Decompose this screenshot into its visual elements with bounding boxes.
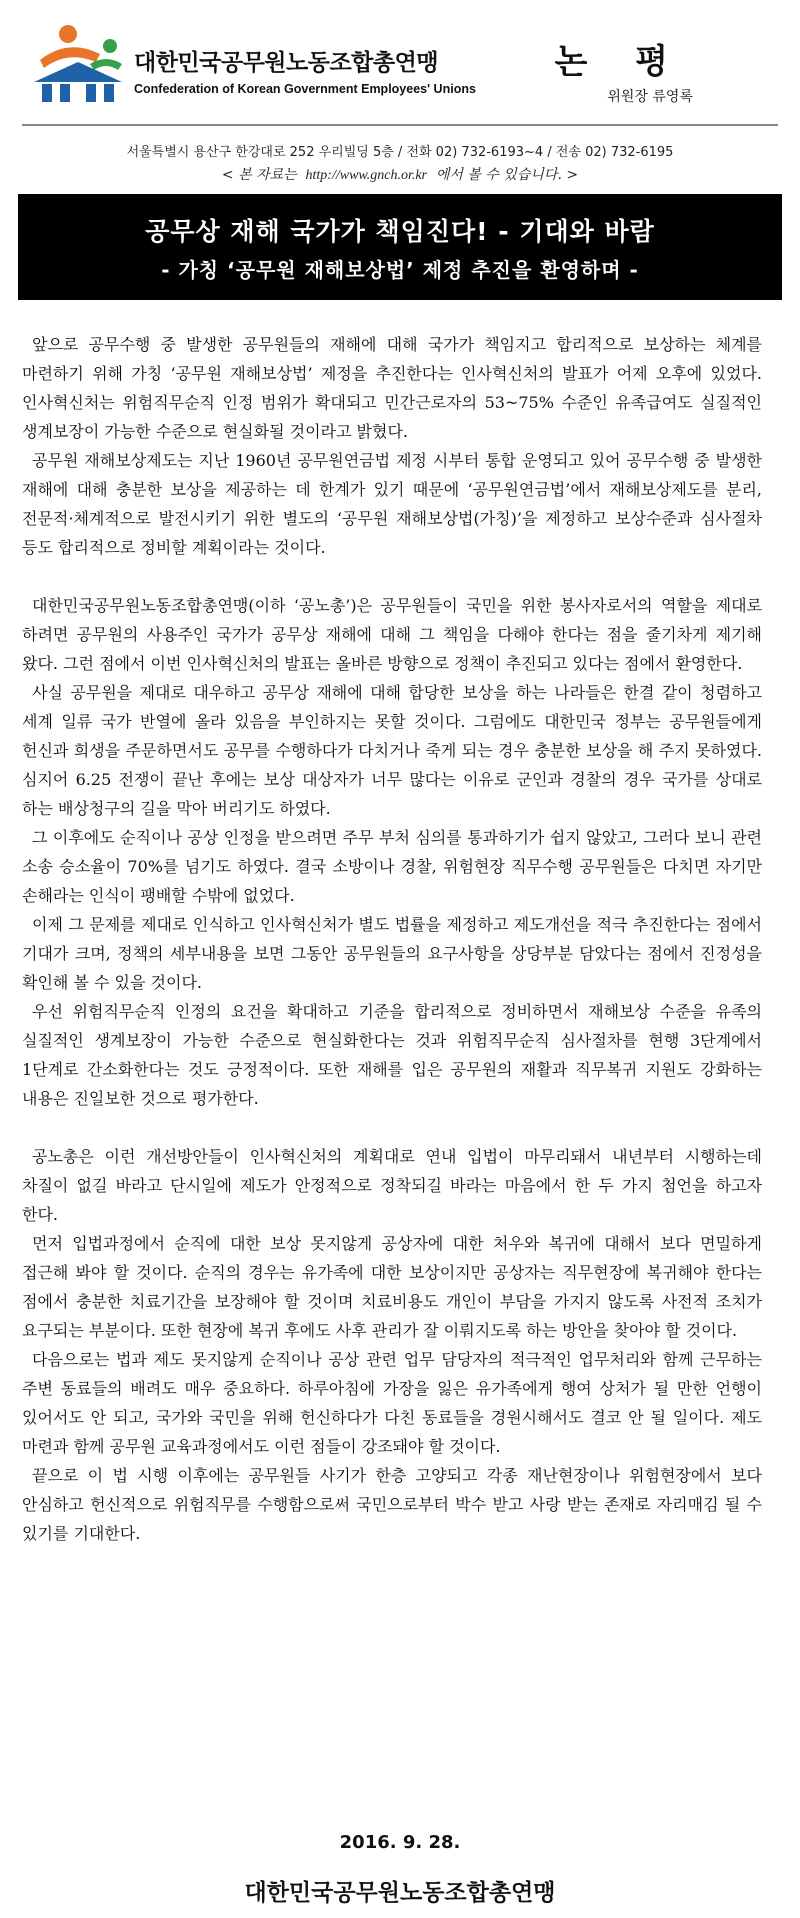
paragraph: 먼저 입법과정에서 순직에 대한 보상 못지않게 공상자에 대한 처우와 복귀에 대해서 보다 면밀하게 접근해 봐야 할 것이다. 순직의 경우는 유가족에 대한 보상이지만 공상자는 직무현장에 복귀해야 한다는 점에서 충분한 치료기간을 보장해야 할 것이며 치료비용도 개인이 부담을 가지지 않도록 사전적 조치가 요구되는 부분이다. 또한 현장에 복귀 후에도 사후 관리가 잘 이뤄지도록 하는 방안을 찾아야 할 것이다. [22, 1234, 762, 1340]
paragraph: 대한민국공무원노동조합총연맹(이하 ‘공노총’)은 공무원들이 국민을 위한 봉사자로서의 역할을 제대로 하려면 공무원의 사용주인 국가가 공무상 재해에 대해 그 책임을 다해야 한다는 점을 줄기차게 제기해 왔다. 그런 점에서 이번 인사혁신처의 발표는 올바른 방향으로 정책이 추진되고 있다는 점에서 환영한다. [22, 596, 762, 673]
letterhead [22, 18, 778, 116]
main-title: 공무상 재해 국가가 책임진다! - 기대와 바람 [145, 217, 655, 246]
paragraph: 이제 그 문제를 제대로 인식하고 인사혁신처가 별도 법률을 제정하고 제도개선을 적극 추진한다는 점에서 기대가 크며, 정책의 세부내용을 보면 그동안 공무원들의 요구사항을 상당부분 담았다는 점에서 진정성을 확인해 볼 수 있을 것이다. [22, 915, 762, 992]
header-divider [22, 124, 778, 126]
union-logo-icon [30, 24, 126, 104]
org-name-korean: 대한민국공무원노동조합총연맹 [134, 50, 439, 76]
website-link[interactable]: http://www.gnch.or.kr [305, 168, 427, 183]
paragraph: 사실 공무원을 제대로 대우하고 공무상 재해에 대해 합당한 보상을 하는 나라들은 한결 같이 청렴하고 세계 일류 국가 반열에 올라 있음을 부인하지는 못할 것이다. 그럼에도 대한민국 정부는 공무원들에게 헌신과 희생을 주문하면서도 공무를 수행하다가 다치거나 죽게 되는 경우 충분한 보상을 해 주지 못하였다. 심지어 6.25 전쟁이 끝난 후에는 보상 대상자가 너무 많다는 이유로 군인과 경찰의 경우 국가를 상대로 하는 배상청구의 길을 막아 버리기도 하였다. [22, 683, 762, 818]
document-type: 논 평 [554, 42, 686, 82]
sub-title: - 가칭 ‘공무원 재해보상법’ 제정 추진을 환영하며 - [161, 258, 639, 282]
paragraph: 끝으로 이 법 시행 이후에는 공무원들 사기가 한층 고양되고 각종 재난현장이나 위험현장에서 보다 안심하고 헌신적으로 위험직무를 수행함으로써 국민으로부터 박수 받고 사랑 받는 존재로 자리매김 될 수 있기를 기대한다. [22, 1466, 762, 1543]
paragraph: 공노총은 이런 개선방안들이 인사혁신처의 계획대로 연내 입법이 마무리돼서 내년부터 시행하는데 차질이 없길 바라고 단시일에 제도가 안정적으로 정착되길 바라는 마음에서 한 두 가지 첨언을 하고자 한다. [22, 1147, 762, 1224]
org-name-english: Confederation of Korean Government Employees' Unions [134, 82, 476, 96]
section-gap [22, 562, 762, 591]
paragraph: 그 이후에도 순직이나 공상 인정을 받으려면 주무 부처 심의를 통과하기가 쉽지 않았고, 그러다 보니 관련 소송 승소율이 70%를 넘기도 하였다. 결국 소방이나 경찰, 위험현장 직무수행 공무원들은 다치면 자기만 손해라는 인식이 팽배할 수밖에 없었다. [22, 828, 762, 905]
notice-suffix: 에서 볼 수 있습니다. > [435, 167, 579, 183]
paragraph: 우선 위험직무순직 인정의 요건을 확대하고 기준을 합리적으로 정비하면서 재해보상 수준을 유족의 실질적인 생계보장이 가능한 수준으로 현실화한다는 것과 위험직무순직 심사절차를 현행 3단계에서 1단계로 간소화한다는 것도 긍정적이다. 또한 재해를 입은 공무원의 재활과 직무복귀 지원도 강화하는 내용은 진일보한 것으로 평가한다. [22, 1002, 762, 1108]
paragraph: 다음으로는 법과 제도 못지않게 순직이나 공상 관련 업무 담당자의 적극적인 업무처리와 함께 근무하는 주변 동료들의 배려도 매우 중요하다. 하루아침에 가장을 잃은 유가족에게 행여 상처가 될 만한 언행이 있어서도 안 되고, 국가와 국민을 위해 헌신하다가 다친 동료들을 경원시해서도 결코 안 될 일이다. 제도 마련과 함께 공무원 교육과정에서도 이런 점들이 강조돼야 할 것이다. [22, 1350, 762, 1456]
paragraph: 공무원 재해보상제도는 지난 1960년 공무원연금법 제정 시부터 통합 운영되고 있어 공무수행 중 발생한 재해에 대해 충분한 보상을 제공하는 데 한계가 있기 때문에 ‘공무원연금법’에서 재해보상제도를 분리, 전문적·체계적으로 발전시키기 위한 별도의 ‘공무원 재해보상법(가칭)’을 제정하고 보상수준과 심사절차 등도 합리적으로 정비할 계획이라는 것이다. [22, 451, 762, 557]
section-gap [22, 1113, 762, 1142]
signoff-organization: 대한민국공무원노동조합총연맹 [244, 1880, 556, 1906]
notice-prefix: < 본 자료는 [221, 167, 297, 183]
publication-date: 2016. 9. 28. [339, 1832, 461, 1853]
article-body [22, 330, 762, 1548]
paragraph: 앞으로 공무수행 중 발생한 공무원들의 재해에 대해 국가가 책임지고 합리적으로 보상하는 체계를 마련하기 위해 가칭 ‘공무원 재해보상법’ 제정을 추진한다는 인사혁신처의 발표가 어제 오후에 있었다. 인사혁신처는 위험직무순직 인정 범위가 확대되고 민간근로자의 53~75% 수준인 유족급여도 실질적인 생계보장이 가능한 수준으로 현실화될 것이라고 밝혔다. [22, 335, 762, 441]
website-notice [22, 164, 778, 184]
contact-line: 서울특별시 용산구 한강대로 252 우리빌딩 5층 / 전화 02) 732-6193~4 / 전송 02) 732-6195 [126, 145, 674, 160]
author: 위원장 류영록 [607, 89, 693, 105]
title-banner [18, 194, 782, 300]
